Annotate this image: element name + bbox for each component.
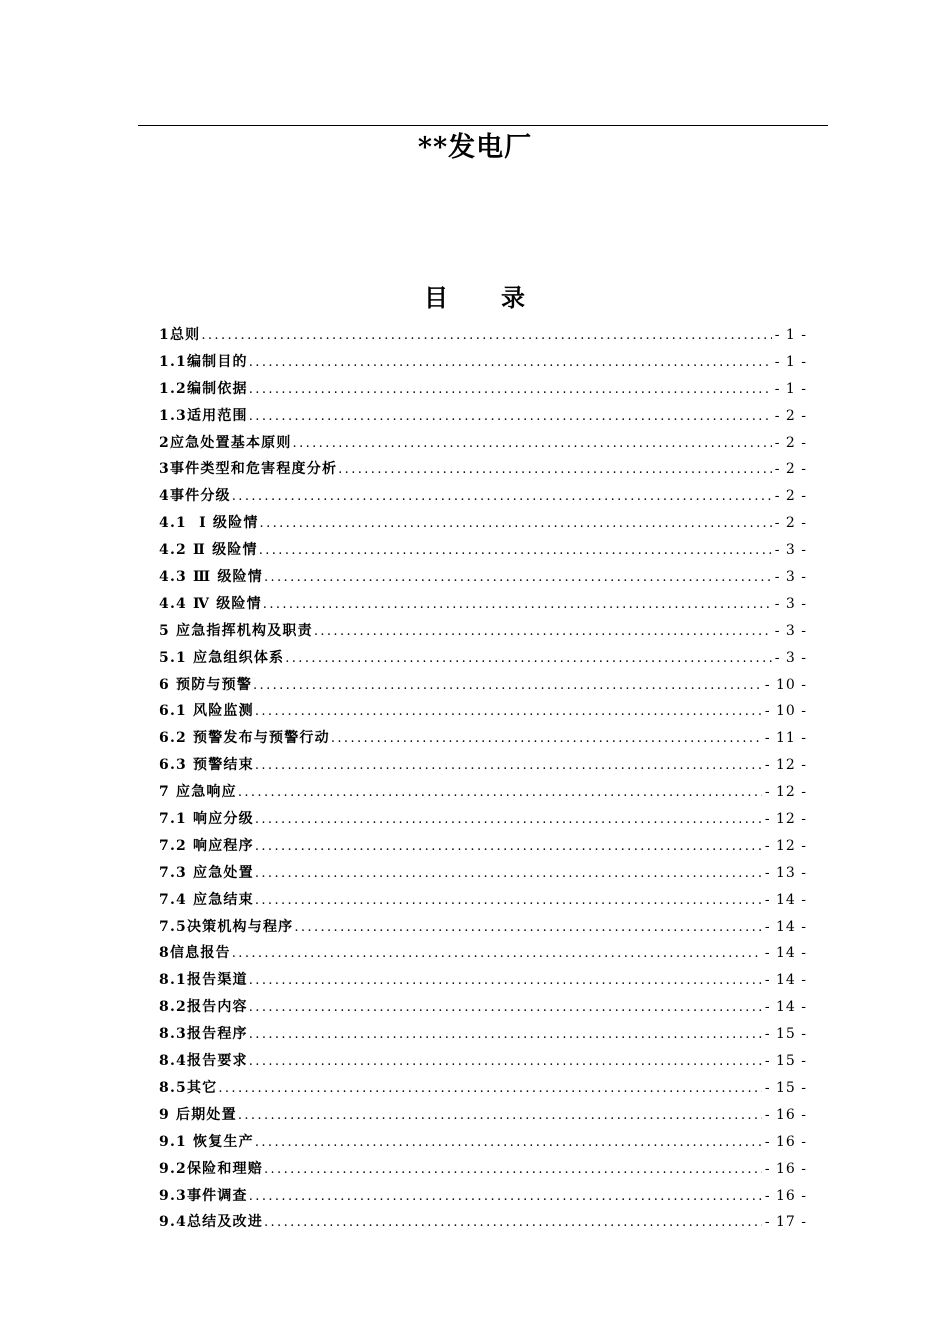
toc-heading	[0, 282, 950, 314]
toc-entry-page: - 10 -	[764, 676, 807, 693]
toc-dot-leader	[232, 484, 772, 511]
toc-entry-label: 9 后期处置	[159, 1106, 237, 1123]
toc-entry-label: 8.5其它	[159, 1079, 218, 1096]
toc-entry[interactable]	[159, 430, 807, 457]
toc-entry-page: - 1 -	[774, 380, 807, 397]
toc-entry[interactable]	[159, 591, 807, 618]
toc-entry-label: 7.5决策机构与程序	[159, 918, 294, 935]
toc-dot-leader	[249, 995, 762, 1022]
toc-entry[interactable]	[159, 914, 807, 941]
toc-dot-leader	[249, 350, 772, 377]
toc-entry-label: 8.2报告内容	[159, 999, 248, 1016]
toc-list	[159, 322, 807, 1236]
toc-entry[interactable]	[159, 564, 807, 591]
toc-entry-page: - 14 -	[764, 891, 807, 908]
toc-entry[interactable]	[159, 833, 807, 860]
toc-dot-leader	[249, 1022, 762, 1049]
toc-entry[interactable]	[159, 725, 807, 752]
toc-dot-leader	[260, 511, 772, 538]
toc-entry[interactable]	[159, 403, 807, 430]
toc-entry-page: - 1 -	[774, 327, 807, 343]
toc-entry-page: - 16 -	[764, 1160, 807, 1177]
toc-entry[interactable]	[159, 887, 807, 914]
toc-entry-label: 5 应急指挥机构及职责	[159, 622, 313, 639]
toc-entry-label: 4事件分级	[159, 488, 231, 505]
toc-entry-page: - 16 -	[764, 1133, 807, 1150]
toc-dot-leader	[249, 377, 772, 404]
toc-entry-label: 9.4总结及改进	[159, 1214, 263, 1231]
toc-dot-leader	[255, 861, 762, 888]
toc-entry-label: 2应急处置基本原则	[159, 434, 292, 451]
toc-heading-char-1: 目	[424, 283, 449, 312]
toc-entry-page: - 11 -	[764, 730, 807, 747]
toc-entry[interactable]	[159, 994, 807, 1021]
toc-dot-leader	[263, 592, 772, 619]
toc-entry[interactable]	[159, 618, 807, 645]
toc-entry-page: - 17 -	[764, 1214, 807, 1231]
toc-entry[interactable]	[159, 376, 807, 403]
toc-entry[interactable]	[159, 1075, 807, 1102]
toc-entry-page: - 16 -	[764, 1106, 807, 1123]
toc-entry[interactable]	[159, 1156, 807, 1183]
toc-dot-leader	[238, 780, 762, 807]
toc-entry-label: 7.1 响应分级	[159, 811, 254, 828]
toc-entry-label: 8信息报告	[159, 945, 231, 962]
toc-entry-page: - 12 -	[764, 837, 807, 854]
toc-entry-label: 1.3适用范围	[159, 407, 248, 424]
toc-entry[interactable]	[159, 752, 807, 779]
toc-entry-page: - 12 -	[764, 757, 807, 774]
toc-dot-leader	[249, 968, 762, 995]
toc-dot-leader	[314, 619, 772, 646]
toc-entry-label: 7.2 响应程序	[159, 837, 254, 854]
toc-dot-leader	[255, 807, 762, 834]
toc-dot-leader	[264, 565, 772, 592]
toc-entry[interactable]	[159, 510, 807, 537]
toc-entry-page: - 3 -	[774, 569, 807, 586]
toc-dot-leader	[264, 1157, 762, 1184]
toc-entry[interactable]	[159, 672, 807, 699]
toc-entry[interactable]	[159, 1102, 807, 1129]
toc-entry-page: - 2 -	[774, 461, 807, 478]
toc-entry-page: - 13 -	[764, 864, 807, 881]
toc-entry-page: - 12 -	[764, 811, 807, 828]
toc-entry-label: 6.3 预警结束	[159, 757, 254, 774]
toc-entry-label: 7.4 应急结束	[159, 891, 254, 908]
toc-entry[interactable]	[159, 940, 807, 967]
toc-entry-label: 4.2 Ⅱ 级险情	[159, 542, 258, 559]
toc-entry-page: - 12 -	[764, 784, 807, 801]
toc-entry-label: 8.1报告渠道	[159, 972, 248, 989]
toc-dot-leader	[238, 1103, 762, 1130]
toc-entry-page: - 16 -	[764, 1187, 807, 1204]
header-rule	[138, 125, 828, 126]
toc-entry-label: 1.1编制目的	[159, 353, 248, 370]
toc-entry-page: - 3 -	[774, 649, 807, 666]
toc-entry-page: - 3 -	[774, 622, 807, 639]
toc-entry-page: - 2 -	[774, 434, 807, 451]
toc-entry-label: 9.1 恢复生产	[159, 1133, 254, 1150]
toc-entry[interactable]	[159, 1021, 807, 1048]
toc-entry-label: 9.2保险和理赔	[159, 1160, 263, 1177]
toc-entry-page: - 10 -	[764, 703, 807, 720]
toc-entry-label: 7.3 应急处置	[159, 864, 254, 881]
toc-dot-leader	[218, 1076, 761, 1103]
toc-entry[interactable]	[159, 1048, 807, 1075]
toc-entry-page: - 2 -	[774, 515, 807, 532]
toc-dot-leader	[255, 834, 762, 861]
toc-entry[interactable]	[159, 1129, 807, 1156]
toc-entry-page: - 15 -	[764, 1026, 807, 1043]
toc-dot-leader	[331, 726, 762, 753]
toc-dot-leader	[285, 646, 771, 673]
toc-entry[interactable]	[159, 779, 807, 806]
toc-entry-label: 6.2 预警发布与预警行动	[159, 730, 330, 747]
toc-dot-leader	[338, 457, 772, 484]
toc-entry-page: - 3 -	[774, 595, 807, 612]
toc-entry-page: - 14 -	[764, 972, 807, 989]
toc-entry[interactable]	[159, 322, 807, 349]
toc-dot-leader	[255, 699, 762, 726]
toc-entry-label: 7 应急响应	[159, 784, 237, 801]
toc-dot-leader	[249, 404, 772, 431]
toc-entry[interactable]	[159, 1209, 807, 1236]
toc-dot-leader	[249, 1184, 762, 1211]
toc-entry[interactable]	[159, 483, 807, 510]
toc-entry-page: - 2 -	[774, 488, 807, 505]
toc-entry-label: 3事件类型和危害程度分析	[159, 461, 338, 478]
toc-dot-leader	[259, 538, 772, 565]
toc-dot-leader	[294, 915, 761, 942]
toc-entry[interactable]	[159, 698, 807, 725]
toc-dot-leader	[264, 1210, 762, 1237]
toc-dot-leader	[293, 431, 772, 458]
toc-entry-label: 1.2编制依据	[159, 380, 248, 397]
toc-entry[interactable]	[159, 349, 807, 376]
toc-heading-char-2: 录	[501, 283, 526, 312]
toc-entry-label: 4.1 Ⅰ 级险情	[159, 515, 259, 532]
toc-entry-page: - 15 -	[764, 1053, 807, 1070]
toc-entry-label: 9.3事件调查	[159, 1187, 248, 1204]
toc-dot-leader	[255, 888, 762, 915]
toc-entry[interactable]	[159, 860, 807, 887]
toc-entry-page: - 15 -	[764, 1079, 807, 1096]
toc-entry[interactable]	[159, 806, 807, 833]
toc-entry-label: 8.3报告程序	[159, 1026, 248, 1043]
toc-entry-page: - 2 -	[774, 407, 807, 424]
toc-entry-label: 6.1 风险监测	[159, 703, 254, 720]
toc-dot-leader	[255, 1130, 762, 1157]
toc-dot-leader	[249, 1049, 762, 1076]
toc-entry[interactable]	[159, 967, 807, 994]
toc-entry-label: 4.4 Ⅳ 级险情	[159, 595, 262, 612]
company-title: **发电厂	[417, 132, 533, 163]
toc-dot-leader	[232, 941, 762, 968]
toc-entry-page: - 14 -	[764, 945, 807, 962]
toc-entry-label: 5.1 应急组织体系	[159, 649, 285, 666]
toc-entry-page: - 1 -	[774, 353, 807, 370]
toc-entry-label: 6 预防与预警	[159, 676, 253, 693]
toc-entry-page: - 3 -	[774, 542, 807, 559]
toc-entry-label: 8.4报告要求	[159, 1053, 248, 1070]
toc-entry-page: - 14 -	[764, 918, 807, 935]
toc-entry[interactable]	[159, 645, 807, 672]
toc-entry-label: 4.3 Ⅲ 级险情	[159, 569, 263, 586]
toc-entry-page: - 14 -	[764, 999, 807, 1016]
toc-entry[interactable]	[159, 1183, 807, 1210]
toc-entry[interactable]	[159, 456, 807, 483]
toc-entry[interactable]	[159, 537, 807, 564]
toc-dot-leader	[255, 753, 762, 780]
toc-dot-leader	[253, 673, 762, 700]
toc-dot-leader	[201, 323, 771, 350]
toc-entry-label: 1总则	[159, 327, 201, 343]
